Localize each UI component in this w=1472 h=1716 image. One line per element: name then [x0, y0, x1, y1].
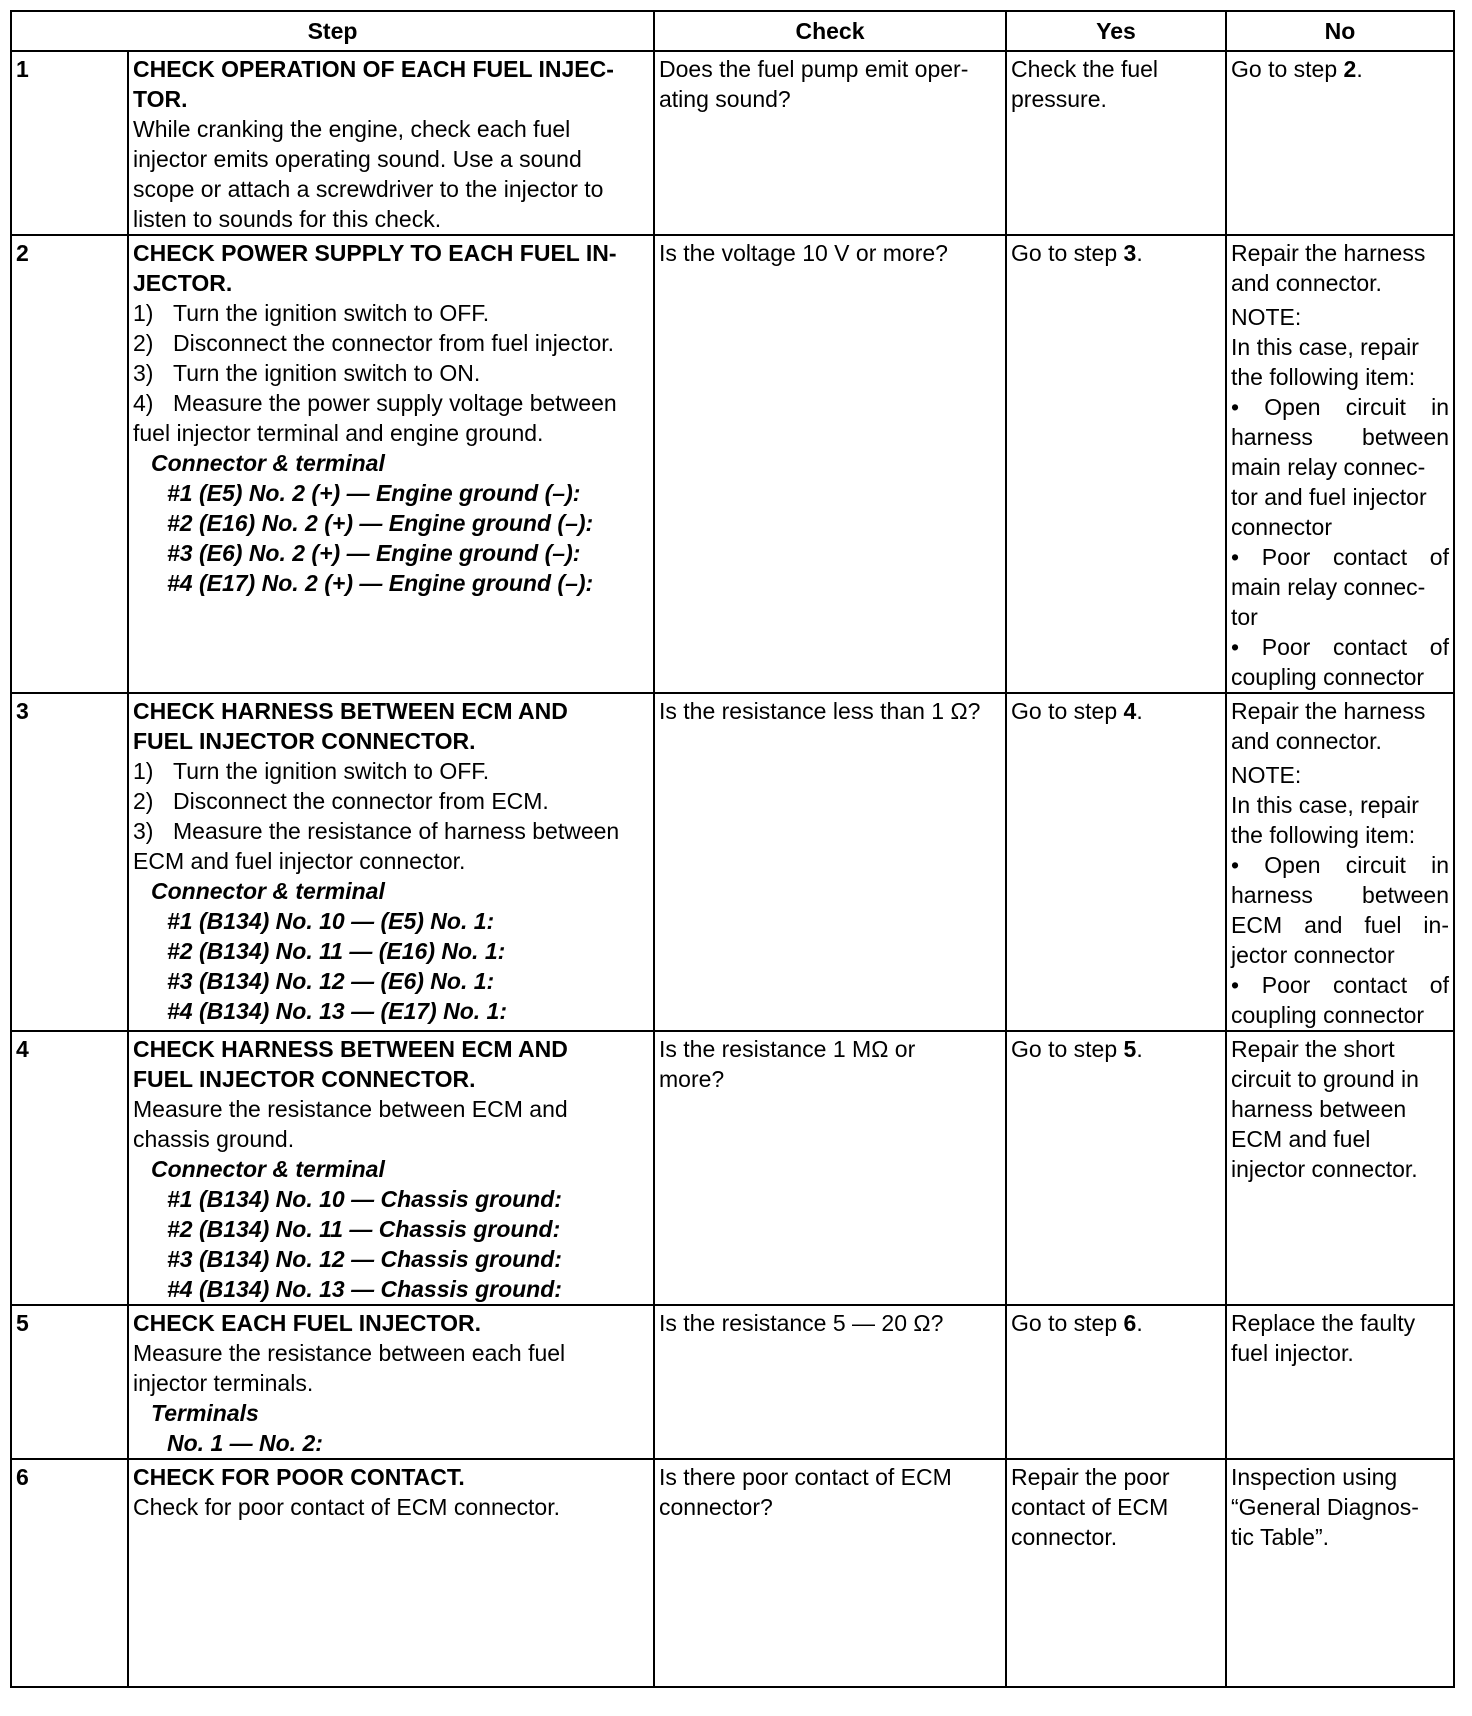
- yes-cell: [1006, 51, 1226, 235]
- step-title-line: CHECK POWER SUPPLY TO EACH FUEL IN-: [133, 240, 617, 266]
- connector-terminal: #4 (B134) No. 13 — (E17) No. 1:: [167, 998, 507, 1024]
- procedure-step-text: Measure the power supply voltage between: [173, 390, 617, 416]
- check-line: Is the resistance 1 MΩ or: [659, 1036, 916, 1062]
- no-line: coupling connector: [1231, 1002, 1425, 1028]
- table-row-step-6: [11, 1459, 1454, 1687]
- no-line: connector: [1231, 514, 1333, 540]
- step-title-line: JECTOR.: [133, 270, 233, 296]
- no-goto-step: 2: [1343, 56, 1357, 82]
- procedure-step-text: Turn the ignition switch to OFF.: [173, 300, 490, 326]
- check-line: Does the fuel pump emit oper-: [659, 56, 969, 82]
- yes-cell: [1006, 1031, 1226, 1305]
- procedure-step-number: 1): [133, 758, 154, 784]
- no-cell: [1226, 51, 1454, 235]
- yes-goto-suffix: .: [1136, 698, 1143, 724]
- yes-goto-text: Go to step: [1011, 698, 1124, 724]
- procedure-step-text: Disconnect the connector from fuel injector.: [173, 330, 615, 356]
- step-title-line: CHECK OPERATION OF EACH FUEL INJEC-: [133, 56, 614, 82]
- no-line: tic Table”.: [1231, 1524, 1330, 1550]
- procedure-step: [133, 328, 649, 358]
- no-goto-text: Go to step: [1231, 56, 1344, 82]
- step-title-line: TOR.: [133, 86, 188, 112]
- header-no: No: [1226, 11, 1454, 51]
- yes-goto-step: 6: [1123, 1310, 1137, 1336]
- procedure-step-text: Disconnect the connector from ECM.: [173, 788, 549, 814]
- step-body-line: Check for poor contact of ECM connector.: [133, 1494, 560, 1520]
- connector-heading: Connector & terminal: [151, 450, 385, 476]
- procedure-step-text: Turn the ignition switch to ON.: [173, 360, 481, 386]
- connector-heading: Connector & terminal: [151, 1156, 385, 1182]
- header-step: Step: [11, 11, 654, 51]
- procedure-step-number: 4): [133, 390, 154, 416]
- procedure-step-text: Turn the ignition switch to OFF.: [173, 758, 490, 784]
- no-line: In this case, repair: [1231, 334, 1419, 360]
- yes-line: pressure.: [1011, 86, 1107, 112]
- yes-goto-step: 4: [1123, 698, 1137, 724]
- check-cell: [654, 1459, 1006, 1687]
- step-description: [128, 235, 654, 693]
- procedure-step: [133, 388, 649, 418]
- step-description: [128, 51, 654, 235]
- terminals-heading: Terminals: [151, 1400, 259, 1426]
- check-cell: [654, 51, 1006, 235]
- step-number: 2: [11, 235, 128, 693]
- yes-goto-step: 3: [1123, 240, 1137, 266]
- check-line: ating sound?: [659, 86, 791, 112]
- no-line: circuit to ground in: [1231, 1066, 1419, 1092]
- yes-line: Check the fuel: [1011, 56, 1159, 82]
- no-line: Repair the short: [1231, 1036, 1395, 1062]
- step-number: 1: [11, 51, 128, 235]
- connector-terminal: #2 (E16) No. 2 (+) — Engine ground (–):: [167, 510, 594, 536]
- yes-cell: [1006, 1305, 1226, 1459]
- yes-line: contact of ECM: [1011, 1494, 1169, 1520]
- procedure-step-continued: fuel injector terminal and engine ground.: [133, 420, 544, 446]
- table-row-step-2: [11, 235, 1454, 693]
- step-title-line: FUEL INJECTOR CONNECTOR.: [133, 1066, 476, 1092]
- check-line: Is the voltage 10 V or more?: [659, 240, 948, 266]
- procedure-step: [133, 298, 649, 328]
- no-line: injector connector.: [1231, 1156, 1418, 1182]
- step-body-line: injector emits operating sound. Use a sound: [133, 146, 582, 172]
- yes-goto-suffix: .: [1136, 1310, 1143, 1336]
- step-description: [128, 1031, 654, 1305]
- note-label: NOTE:: [1231, 762, 1302, 788]
- yes-cell: [1006, 1459, 1226, 1687]
- step-body-line: Measure the resistance between each fuel: [133, 1340, 566, 1366]
- procedure-step-number: 2): [133, 788, 154, 814]
- connector-terminal: #1 (B134) No. 10 — Chassis ground:: [167, 1186, 562, 1212]
- procedure-step: [133, 358, 649, 388]
- yes-goto-text: Go to step: [1011, 1310, 1124, 1336]
- step-body-line: injector terminals.: [133, 1370, 314, 1396]
- table-row-step-3: [11, 693, 1454, 1031]
- step-description: [128, 1459, 654, 1687]
- yes-goto-text: Go to step: [1011, 240, 1124, 266]
- procedure-step-number: 3): [133, 360, 154, 386]
- step-body-line: Measure the resistance between ECM and: [133, 1096, 568, 1122]
- procedure-step-number: 1): [133, 300, 154, 326]
- no-line: Inspection using: [1231, 1464, 1398, 1490]
- connector-terminal: #4 (B134) No. 13 — Chassis ground:: [167, 1276, 562, 1302]
- procedure-step-text: Measure the resistance of harness between: [173, 818, 620, 844]
- step-title-line: CHECK FOR POOR CONTACT.: [133, 1464, 465, 1490]
- table-row-step-5: [11, 1305, 1454, 1459]
- table-row-step-1: [11, 51, 1454, 235]
- yes-line: connector.: [1011, 1524, 1118, 1550]
- yes-goto-text: Go to step: [1011, 1036, 1124, 1062]
- note-label: NOTE:: [1231, 304, 1302, 330]
- connector-terminal: #4 (E17) No. 2 (+) — Engine ground (–):: [167, 570, 594, 596]
- no-line: jector connector: [1231, 942, 1395, 968]
- yes-line: Repair the poor: [1011, 1464, 1170, 1490]
- no-line: tor: [1231, 604, 1258, 630]
- check-line: Is there poor contact of ECM: [659, 1464, 952, 1490]
- procedure-step: [133, 786, 649, 816]
- yes-goto-step: 5: [1123, 1036, 1137, 1062]
- yes-cell: [1006, 693, 1226, 1031]
- step-title-line: CHECK EACH FUEL INJECTOR.: [133, 1310, 482, 1336]
- step-body-line: listen to sounds for this check.: [133, 206, 442, 232]
- no-cell: [1226, 235, 1454, 693]
- procedure-step-number: 3): [133, 818, 154, 844]
- no-line: In this case, repair: [1231, 792, 1419, 818]
- check-cell: [654, 1031, 1006, 1305]
- no-cell: [1226, 1305, 1454, 1459]
- check-line: more?: [659, 1066, 725, 1092]
- table-header-row: [11, 11, 1454, 51]
- header-yes: Yes: [1006, 11, 1226, 51]
- no-goto-suffix: .: [1356, 56, 1363, 82]
- step-number: 3: [11, 693, 128, 1031]
- step-number: 5: [11, 1305, 128, 1459]
- connector-terminal: #2 (B134) No. 11 — (E16) No. 1:: [167, 938, 506, 964]
- connector-terminal: #3 (B134) No. 12 — Chassis ground:: [167, 1246, 562, 1272]
- no-line: harness between: [1231, 1096, 1407, 1122]
- diagnostic-table: [10, 10, 1455, 1688]
- no-line: and connector.: [1231, 728, 1382, 754]
- no-line: • Open circuit in: [1231, 394, 1449, 420]
- step-title-line: CHECK HARNESS BETWEEN ECM AND: [133, 1036, 568, 1062]
- no-line: the following item:: [1231, 364, 1416, 390]
- no-line: ECM and fuel: [1231, 1126, 1371, 1152]
- no-line: tor and fuel injector: [1231, 484, 1427, 510]
- connector-heading: Connector & terminal: [151, 878, 385, 904]
- no-cell: [1226, 1459, 1454, 1687]
- procedure-step: [133, 816, 649, 846]
- check-line: Is the resistance 5 — 20 Ω?: [659, 1310, 944, 1336]
- no-line: • Poor contact of: [1231, 544, 1449, 570]
- no-line: main relay connec-: [1231, 454, 1426, 480]
- procedure-step: [133, 756, 649, 786]
- no-line: Replace the faulty: [1231, 1310, 1416, 1336]
- step-title-line: FUEL INJECTOR CONNECTOR.: [133, 728, 476, 754]
- step-body-line: chassis ground.: [133, 1126, 295, 1152]
- no-line: harness between: [1231, 882, 1449, 908]
- yes-goto-suffix: .: [1136, 240, 1143, 266]
- check-line: connector?: [659, 1494, 773, 1520]
- step-description: [128, 693, 654, 1031]
- step-title-line: CHECK HARNESS BETWEEN ECM AND: [133, 698, 568, 724]
- no-cell: [1226, 1031, 1454, 1305]
- diagnostic-procedure-sheet: [10, 10, 1453, 1704]
- check-cell: [654, 1305, 1006, 1459]
- connector-terminal: #1 (E5) No. 2 (+) — Engine ground (–):: [167, 480, 581, 506]
- connector-terminal: #3 (B134) No. 12 — (E6) No. 1:: [167, 968, 495, 994]
- no-line: • Open circuit in: [1231, 852, 1449, 878]
- no-line: Repair the harness: [1231, 240, 1426, 266]
- no-line: • Poor contact of: [1231, 972, 1449, 998]
- no-line: Repair the harness: [1231, 698, 1426, 724]
- step-body-line: While cranking the engine, check each fuel: [133, 116, 571, 142]
- terminal-pair: No. 1 — No. 2:: [167, 1430, 323, 1456]
- no-line: fuel injector.: [1231, 1340, 1354, 1366]
- connector-terminal: #1 (B134) No. 10 — (E5) No. 1:: [167, 908, 495, 934]
- connector-terminal: #3 (E6) No. 2 (+) — Engine ground (–):: [167, 540, 581, 566]
- check-cell: [654, 235, 1006, 693]
- table-row-step-4: [11, 1031, 1454, 1305]
- no-line: • Poor contact of: [1231, 634, 1449, 660]
- header-check: Check: [654, 11, 1006, 51]
- procedure-step-continued: ECM and fuel injector connector.: [133, 848, 466, 874]
- yes-cell: [1006, 235, 1226, 693]
- step-body-line: scope or attach a screwdriver to the injector to: [133, 176, 604, 202]
- no-line: ECM and fuel in-: [1231, 912, 1449, 938]
- procedure-step-number: 2): [133, 330, 154, 356]
- check-line: Is the resistance less than 1 Ω?: [659, 698, 981, 724]
- connector-terminal: #2 (B134) No. 11 — Chassis ground:: [167, 1216, 561, 1242]
- no-line: coupling connector: [1231, 664, 1425, 690]
- no-line: harness between: [1231, 424, 1449, 450]
- no-line: and connector.: [1231, 270, 1382, 296]
- no-line: main relay connec-: [1231, 574, 1426, 600]
- no-line: the following item:: [1231, 822, 1416, 848]
- step-description: [128, 1305, 654, 1459]
- check-cell: [654, 693, 1006, 1031]
- step-number: 6: [11, 1459, 128, 1687]
- no-cell: [1226, 693, 1454, 1031]
- step-number: 4: [11, 1031, 128, 1305]
- no-line: “General Diagnos-: [1231, 1494, 1419, 1520]
- yes-goto-suffix: .: [1136, 1036, 1143, 1062]
